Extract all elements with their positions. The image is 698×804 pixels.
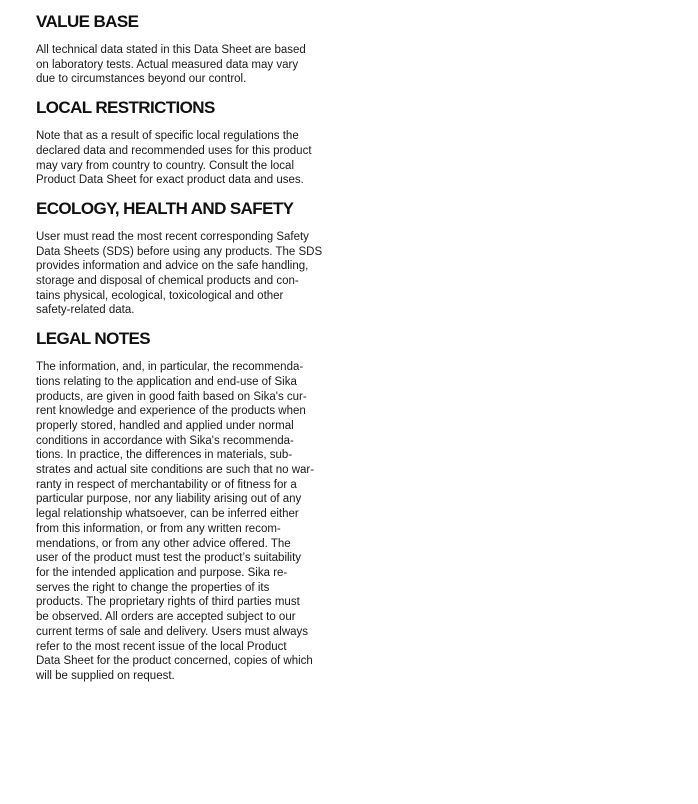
body-line: Product Data Sheet for exact product data and uses. [36, 174, 304, 187]
body-line: Data Sheet for the product concerned, copies of which [36, 655, 313, 668]
body-line: The information, and, in particular, the recommenda- [36, 361, 304, 374]
body-line: be observed. All orders are accepted subject to our [36, 611, 296, 624]
section-heading: LOCAL RESTRICTIONS [36, 98, 215, 118]
body-line: will be supplied on request. [36, 669, 175, 682]
body-line: Note that as a result of specific local regulations the [36, 130, 299, 143]
body-line: All technical data stated in this Data Sheet are based [36, 44, 306, 56]
body-line: due to circumstances beyond our control. [36, 73, 247, 86]
body-line: Data Sheets (SDS) before using any products. The SDS [36, 245, 323, 258]
body-line: for the intended application and purpose. Sika re- [36, 566, 288, 579]
section-body [36, 360, 336, 683]
body-line: mendations, or from any other advice offered. The [36, 537, 291, 550]
body-line: particular purpose, nor any liability arising out of any [36, 493, 302, 506]
body-line: tions relating to the application and end-use of Sika [36, 375, 297, 388]
body-line: current terms of sale and delivery. Users must always [36, 625, 309, 638]
body-line: declared data and recommended uses for this product [36, 144, 312, 157]
section-ecology-health-safety [36, 199, 336, 318]
section-heading: LEGAL NOTES [36, 329, 150, 349]
body-line: properly stored, handled and applied under normal [36, 419, 294, 432]
body-line: provides information and advice on the safe handling, [36, 260, 309, 273]
section-value-base [36, 12, 336, 87]
body-line: safety-related data. [36, 304, 135, 317]
section-local-restrictions [36, 98, 336, 188]
body-line: strates and actual site conditions are such that no war- [36, 464, 315, 477]
body-line: on laboratory tests. Actual measured data may vary [36, 58, 299, 71]
section-body [36, 43, 336, 87]
body-line: rent knowledge and experience of the products when [36, 405, 306, 418]
body-line: storage and disposal of chemical products and con- [36, 275, 299, 288]
body-line: products, are given in good faith based on Sika's cur- [36, 390, 307, 403]
section-heading: VALUE BASE [36, 12, 139, 31]
body-line: ranty in respect of merchantability or of fitness for a [36, 478, 297, 491]
body-line: refer to the most recent issue of the local Product [36, 640, 287, 653]
section-legal-notes [36, 329, 336, 683]
body-line: conditions in accordance with Sika's recommenda- [36, 434, 294, 447]
body-line: tains physical, ecological, toxicological and other [36, 289, 284, 302]
body-line: from this information, or from any written recom- [36, 522, 281, 535]
body-line: products. The proprietary rights of third parties must [36, 596, 300, 609]
section-body [36, 129, 336, 188]
section-heading: ECOLOGY, HEALTH AND SAFETY [36, 198, 294, 218]
body-line: legal relationship whatsoever, can be inferred either [36, 508, 299, 521]
body-line: may vary from country to country. Consult the local [36, 159, 294, 172]
body-line: User must read the most recent corresponding Safety [36, 230, 309, 243]
body-line: serves the right to change the properties of its [36, 581, 270, 594]
document-column [36, 12, 336, 684]
section-body [36, 230, 336, 318]
body-line: tions. In practice, the differences in materials, sub- [36, 449, 293, 462]
body-line: user of the product must test the product’s suitability [36, 552, 302, 565]
